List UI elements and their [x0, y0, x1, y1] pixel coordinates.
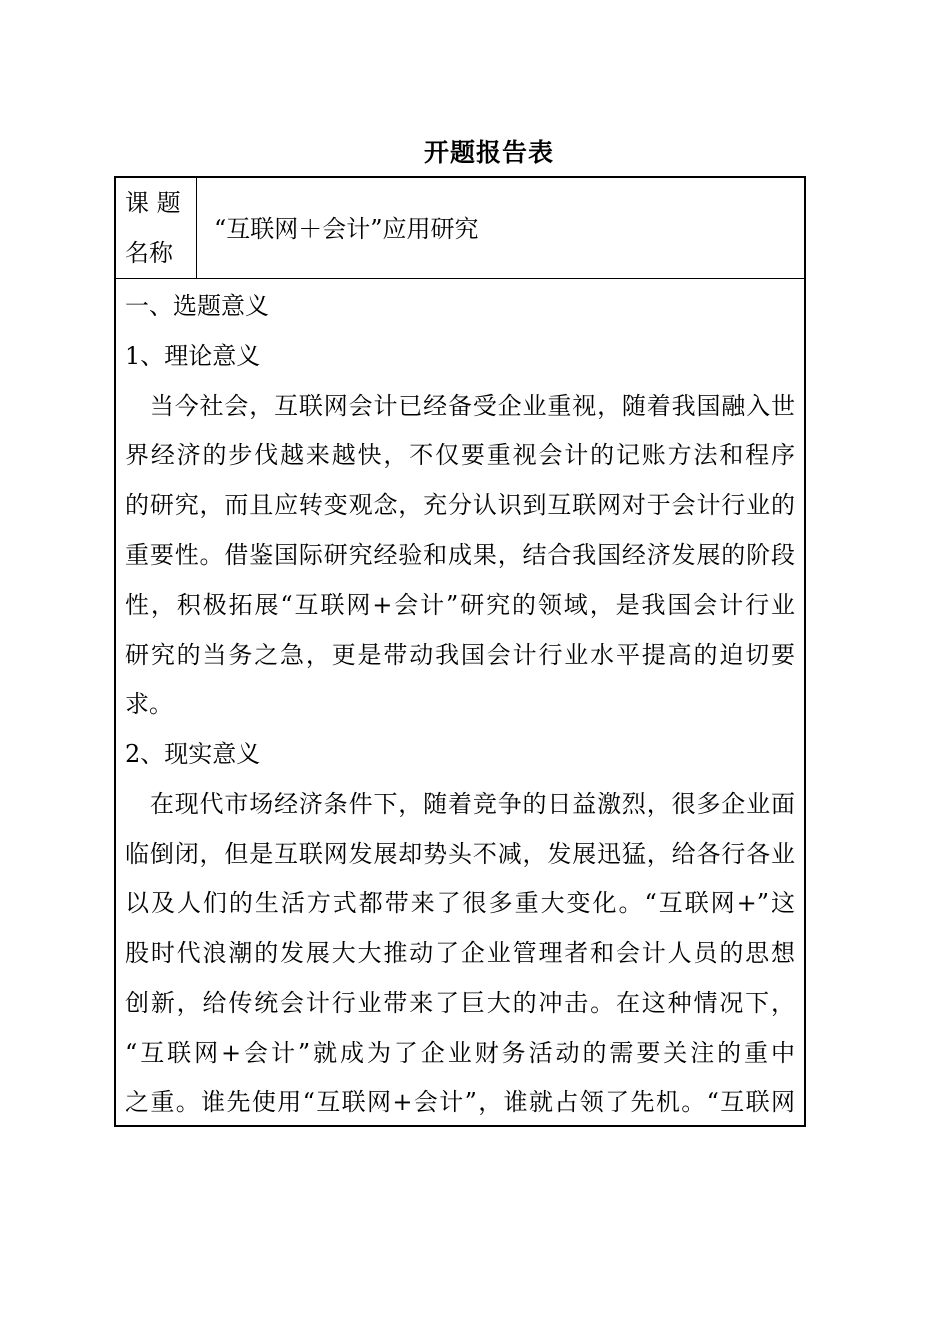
text-line: 性，积极拓展“互联网+会计”研究的领域，是我国会计行业	[125, 591, 795, 619]
text-line: 研究的当务之急，更是带动我国会计行业水平提高的迫切要	[125, 641, 795, 669]
text-line: 的研究，而且应转变观念，充分认识到互联网对于会计行业的	[125, 491, 795, 519]
text-line: 界经济的步伐越来越快，不仅要重视会计的记账方法和程序	[125, 441, 795, 469]
topic-label-line-1: 课 题	[125, 189, 181, 217]
text-line: 当今社会，互联网会计已经备受企业重视，随着我国融入世	[125, 392, 795, 420]
significance-section	[116, 279, 804, 1125]
topic-label-line-2: 名称	[125, 239, 173, 267]
document-title: 开题报告表	[423, 138, 554, 167]
text-line: 临倒闭，但是互联网发展却势头不减，发展迅猛，给各行各业	[125, 840, 795, 868]
text-line: 股时代浪潮的发展大大推动了企业管理者和会计人员的思想	[125, 939, 795, 967]
text-line: 在现代市场经济条件下，随着竞争的日益激烈，很多企业面	[125, 790, 795, 818]
text-line: 求。	[125, 690, 173, 718]
subsection-heading-practice: 2、现实意义	[125, 740, 261, 768]
topic-row	[116, 178, 804, 279]
topic-value: “互联网＋会计”应用研究	[214, 215, 479, 243]
text-line: 创新，给传统会计行业带来了巨大的冲击。在这种情况下，	[125, 989, 795, 1017]
text-line: 重要性。借鉴国际研究经验和成果，结合我国经济发展的阶段	[125, 541, 795, 569]
text-line: “互联网+会计”就成为了企业财务活动的需要关注的重中	[125, 1039, 795, 1067]
text-line: 之重。谁先使用“互联网+会计”，谁就占领了先机。“互联网	[125, 1088, 795, 1116]
topic-label-cell	[116, 178, 197, 278]
subsection-heading-theory: 1、理论意义	[125, 342, 261, 370]
section-heading: 一、选题意义	[125, 292, 269, 320]
report-table	[114, 176, 806, 1127]
text-line: 以及人们的生活方式都带来了很多重大变化。“互联网+”这	[125, 889, 795, 917]
